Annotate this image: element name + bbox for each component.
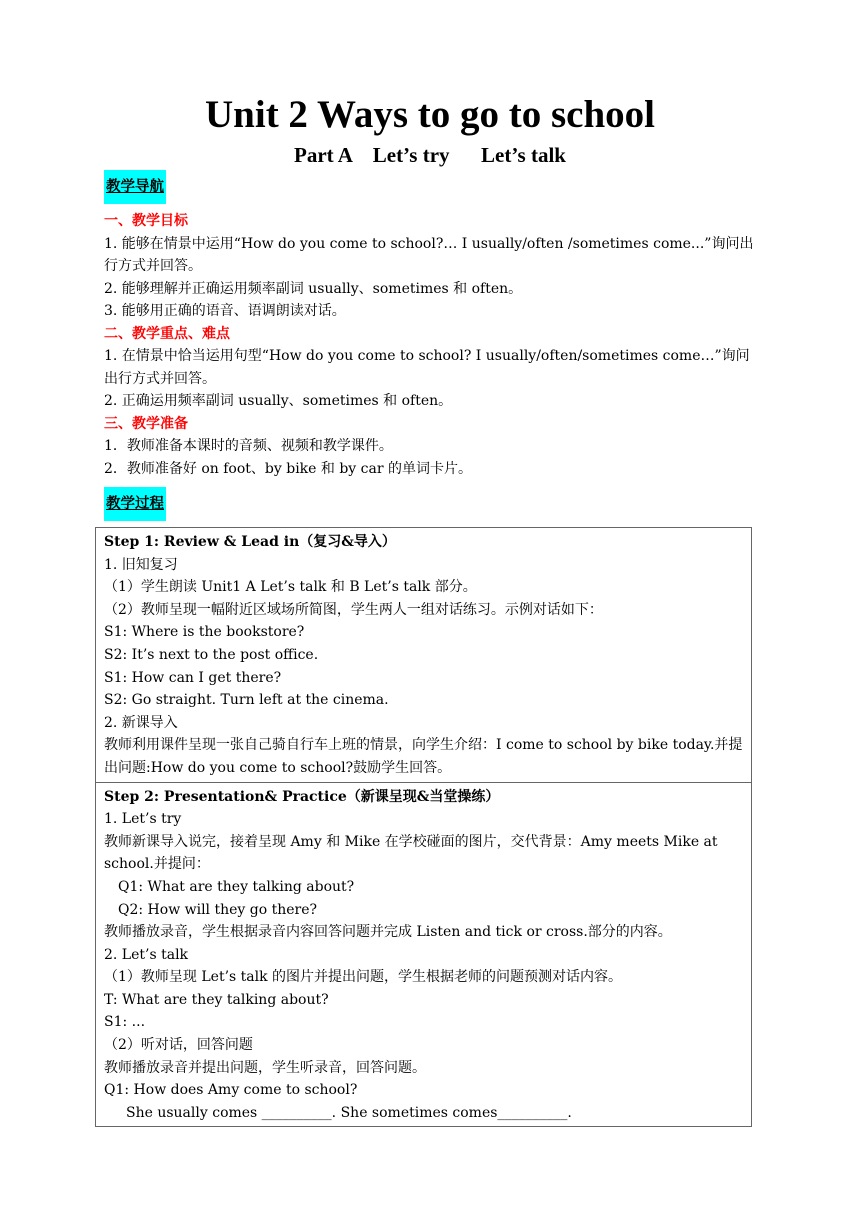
step2-line: （2）听对话，回答问题	[104, 1037, 253, 1054]
keypoint-item: 1. 在情景中恰当运用句型“How do you come to school? I usually/often/sometimes come…”询问出行方式并回答。	[104, 348, 750, 387]
step2-line: （1）教师呈现 Let’s talk 的图片并提出问题，学生根据老师的问题预测对话内容。	[104, 969, 623, 986]
step2-heading: Step 2: Presentation& Practice（新课呈现&当堂操练）	[104, 788, 500, 805]
objectives-heading: 一、教学目标	[104, 213, 188, 229]
question-line: Q1: What are they talking about?	[118, 878, 355, 895]
dialogue-line: T: What are they talking about?	[104, 991, 329, 1008]
step1-line: 2. 新课导入	[104, 714, 178, 731]
section-tag-process: 教学过程	[104, 487, 166, 521]
step1-line: （1）学生朗读 Unit1 A Let’s talk 和 B Let’s talk 部分。	[104, 579, 477, 596]
page-subtitle: Part A Let’s try Let’s talk	[294, 143, 566, 167]
step2-cell	[96, 782, 752, 1127]
step1-line: 教师利用课件呈现一张自己骑自行车上班的情景，向学生介绍：I come to school by bike today.并提出问题:How do you come to school?鼓励学生回答。	[104, 737, 743, 776]
keypoint-item: 2. 正确运用频率副词 usually、sometimes 和 often。	[104, 393, 453, 409]
step1-row	[96, 528, 752, 783]
step2-row	[96, 782, 752, 1127]
step2-line: 1. Let’s try	[104, 811, 182, 828]
step1-heading: Step 1: Review & Lead in（复习&导入）	[104, 534, 396, 550]
step1-line: 1. 旧知复习	[104, 556, 178, 573]
objective-item: 2. 能够理解并正确运用频率副词 usually、sometimes 和 often。	[104, 280, 523, 297]
step1-line: （2）教师呈现一幅附近区域场所简图，学生两人一组对话练习。示例对话如下：	[104, 601, 603, 618]
process-table	[95, 527, 752, 1127]
objective-item: 1. 能够在情景中运用“How do you come to school?… I usually/often /sometimes come...”询问出行方式并回答。	[104, 235, 754, 274]
question-line: Q1: How does Amy come to school?	[104, 1082, 358, 1099]
section-tag-guide: 教学导航	[104, 170, 166, 204]
dialogue-line: S1: ...	[104, 1014, 146, 1031]
dialogue-line: S2: Go straight. Turn left at the cinema.	[104, 692, 389, 709]
question-line: Q2: How will they go there?	[118, 901, 318, 918]
answer-blank-line: She usually comes __________. She sometimes comes__________.	[126, 1104, 572, 1121]
step2-line: 教师播放录音，学生根据录音内容回答问题并完成 Listen and tick or cross.部分的内容。	[104, 924, 672, 941]
prep-item: 1．教师准备本课时的音频、视频和教学课件。	[104, 438, 393, 454]
step2-line: 2. Let’s talk	[104, 946, 189, 963]
step2-line: 教师播放录音并提出问题，学生听录音，回答问题。	[104, 1059, 426, 1076]
keypoints-heading: 二、教学重点、难点	[104, 325, 230, 342]
dialogue-line: S1: Where is the bookstore?	[104, 624, 305, 641]
step2-line: 教师新课导入说完，接着呈现 Amy 和 Mike 在学校碰面的图片，交代背景：Amy meets Mike at school.并提问：	[104, 833, 718, 873]
dialogue-line: S2: It’s next to the post office.	[104, 646, 319, 663]
dialogue-line: S1: How can I get there?	[104, 669, 282, 686]
prep-heading: 三、教学准备	[104, 415, 188, 432]
page-title: Unit 2 Ways to go to school	[205, 93, 655, 136]
objective-item: 3. 能够用正确的语音、语调朗读对话。	[104, 303, 346, 319]
guide-section	[104, 210, 760, 480]
step1-cell	[96, 528, 752, 783]
prep-item: 2．教师准备好 on foot、by bike 和 by car 的单词卡片。	[104, 460, 472, 477]
